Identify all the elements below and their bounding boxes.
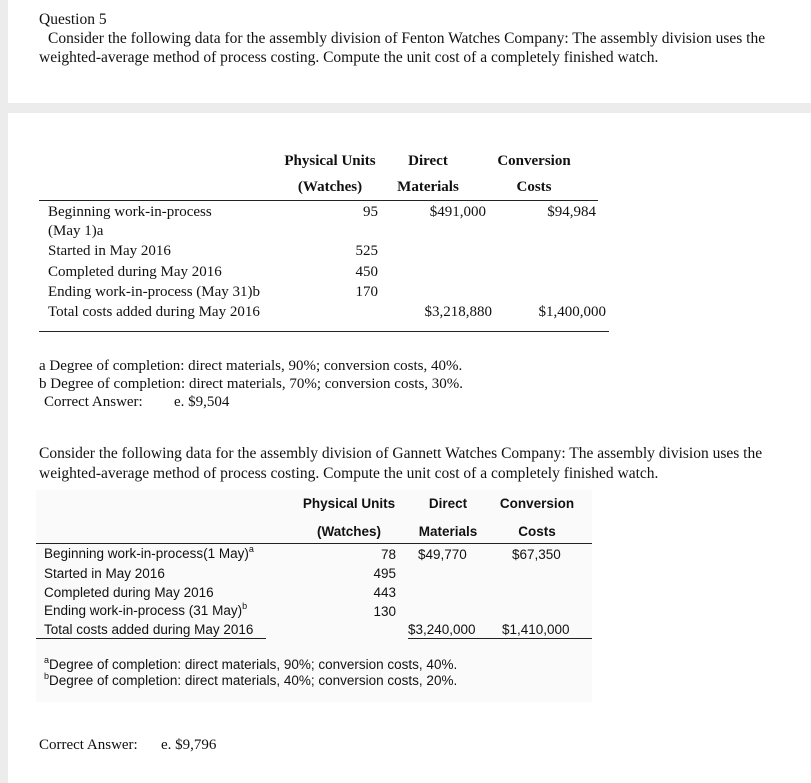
row-label: Ending work-in-process (31 May)$^b$	[44, 601, 248, 618]
row-label: Ending work-in-process (May 31)b	[48, 284, 261, 300]
row-conversion: $94,984	[547, 204, 596, 220]
row-label: Beginning work-in-process(1 May)$^a$	[44, 544, 254, 561]
gannett-data-table	[36, 490, 592, 702]
row-label: Total costs added during May 2016	[48, 304, 260, 320]
row-units: 525	[355, 243, 378, 259]
row-label: Total costs added during May 2016	[44, 622, 254, 637]
row-conversion: $67,350	[512, 547, 561, 562]
row-materials: $491,000	[429, 204, 486, 220]
row-units: 443	[373, 585, 396, 600]
table-header-rule	[39, 200, 598, 201]
table-bottom-rule	[36, 638, 266, 639]
footnote-b: b Degree of completion: direct materials, 70%; conversion costs, 30%.	[39, 376, 464, 392]
question-header-panel	[8, 0, 811, 103]
question-text-line-2: weighted-average method of process costing. Compute the unit cost of a completely finished watch.	[39, 49, 659, 66]
correct-answer-2-label: Correct Answer:	[39, 737, 138, 753]
row-units: 95	[363, 204, 378, 220]
header-costs: Costs	[516, 179, 552, 195]
header-direct: Direct	[428, 496, 468, 511]
header-physical-units: Physical Units	[284, 153, 376, 169]
row-units: 450	[355, 264, 378, 280]
row-conversion: $1,400,000	[538, 304, 606, 320]
header-watches: (Watches)	[316, 524, 381, 539]
superscript-b: b	[242, 601, 248, 611]
row-units: 495	[373, 566, 396, 581]
header-watches: (Watches)	[297, 179, 363, 195]
footnote-a: a Degree of completion: direct materials, 90%; conversion costs, 40%.	[39, 358, 463, 374]
row-label: Completed during May 2016	[48, 264, 222, 280]
question-title: Question 5	[39, 11, 107, 28]
row-label: Started in May 2016	[44, 566, 165, 581]
correct-answer-label: Correct Answer:	[44, 394, 143, 410]
table-bottom-rule	[39, 331, 609, 332]
correct-answer-2-value: e. $9,796	[161, 737, 217, 753]
row-units: 170	[355, 284, 378, 300]
table-header-rule	[36, 543, 592, 544]
question2-text-line-2: weighted-average method of process costing. Compute the unit cost of a completely finished watch.	[39, 465, 659, 482]
row-units: 130	[373, 604, 396, 619]
row-conversion: $1,410,000	[502, 622, 570, 637]
header-conversion: Conversion	[497, 153, 571, 169]
header-direct: Direct	[408, 153, 448, 169]
header-materials: Materials	[397, 179, 459, 195]
row-label: Completed during May 2016	[44, 585, 214, 600]
question2-text-line-1: Consider the following data for the assembly division of Gannett Watches Company: The assembly division uses the	[39, 445, 763, 462]
correct-answer-value: e. $9,504	[174, 394, 230, 410]
row-label: Beginning work-in-process	[48, 204, 212, 220]
row-materials: $3,218,880	[424, 304, 492, 320]
table-bottom-rule-right	[408, 638, 592, 639]
footnote-b: $^b$Degree of completion: direct materials, 40%; conversion costs, 20%.	[44, 671, 458, 688]
header-conversion: Conversion	[499, 496, 575, 511]
question-text-line-1: Consider the following data for the assembly division of Fenton Watches Company: The assembly division uses the	[48, 30, 766, 47]
row-label: Started in May 2016	[48, 243, 171, 259]
row-materials: $49,770	[418, 547, 467, 562]
row-label: (May 1)a	[48, 223, 104, 239]
header-costs: Costs	[518, 524, 556, 539]
header-materials: Materials	[418, 524, 478, 539]
footnote-a: $^a$Degree of completion: direct materials, 90%; conversion costs, 40%.	[44, 655, 458, 672]
row-units: 78	[380, 547, 396, 562]
superscript-a: a	[248, 544, 254, 554]
header-physical-units: Physical Units	[302, 496, 396, 511]
row-materials: $3,240,000	[408, 622, 476, 637]
